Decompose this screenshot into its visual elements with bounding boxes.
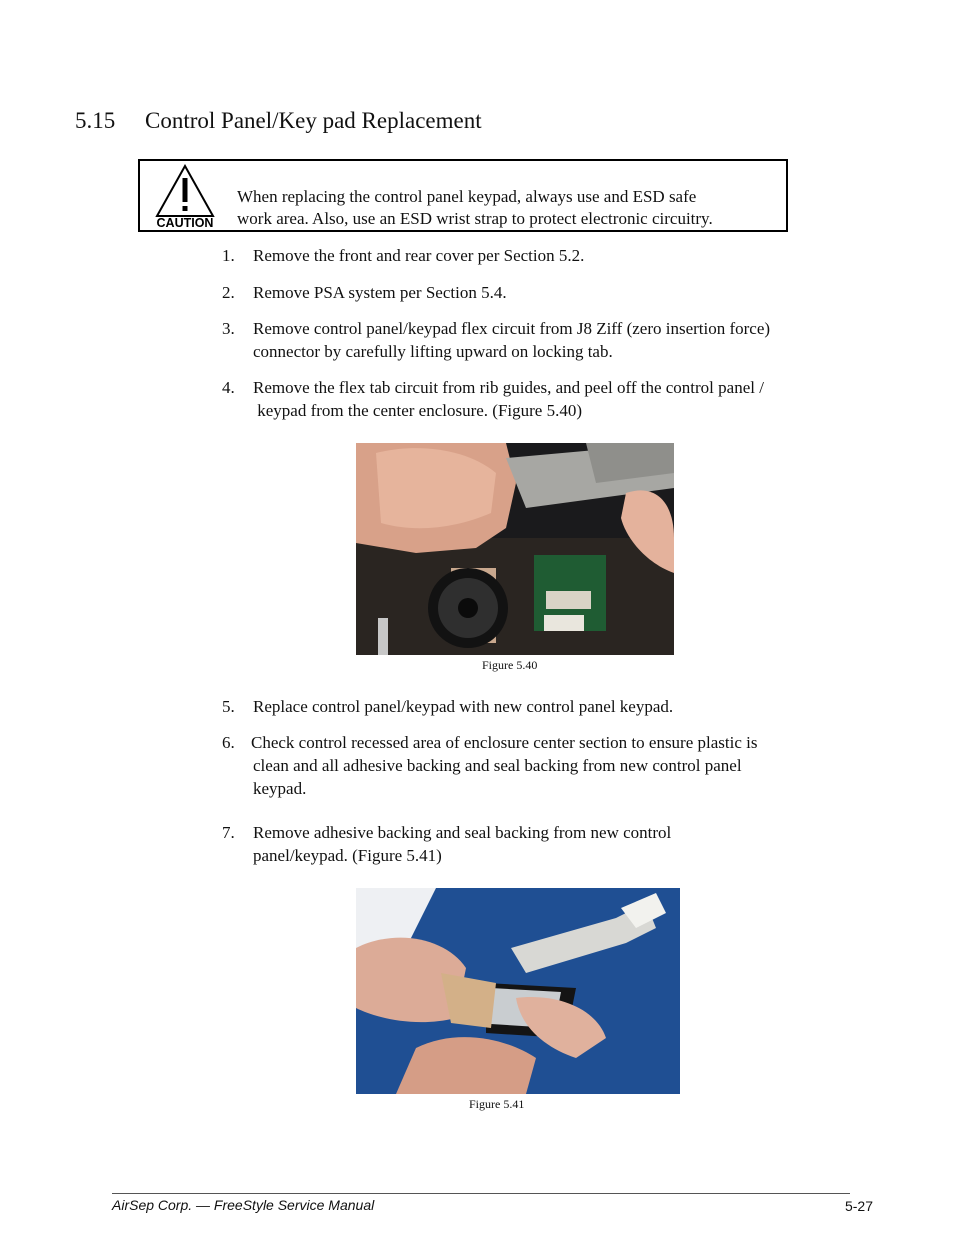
step-text: Replace control panel/keypad with new control panel keypad. xyxy=(253,697,674,716)
step-number: 5. xyxy=(222,697,235,716)
step-text: Check control recessed area of enclosure center section to ensure plastic is xyxy=(251,733,758,752)
step-text: connector by carefully lifting upward on locking tab. xyxy=(253,342,613,361)
page-number: 5-27 xyxy=(844,1198,873,1214)
caution-line-2: work area. Also, use an ESD wrist strap to protect electronic circuitry. xyxy=(237,209,713,228)
figure-5-40-caption: Figure 5.40 xyxy=(482,658,538,672)
caution-text xyxy=(237,186,713,230)
step-text: keypad from the center enclosure. (Figure 5.40) xyxy=(253,401,583,420)
section-title xyxy=(75,108,482,134)
step-text: clean and all adhesive backing and seal backing from new control panel xyxy=(253,756,742,775)
figure-5-41-caption: Figure 5.41 xyxy=(469,1097,525,1111)
section-number: 5.15 xyxy=(75,108,116,133)
section-heading: Control Panel/Key pad Replacement xyxy=(145,108,482,133)
step-number: 7. xyxy=(222,823,235,842)
step-text: Remove the flex tab circuit from rib guides, and peel off the control panel / xyxy=(253,378,764,397)
step-text: Remove PSA system per Section 5.4. xyxy=(253,283,507,302)
figure-5-41-photo xyxy=(356,888,680,1094)
step-number: 4. xyxy=(222,378,235,397)
step-text: Remove control panel/keypad flex circuit from J8 Ziff (zero insertion force) xyxy=(253,319,771,338)
figure-5-40-photo xyxy=(356,443,674,655)
caution-notice xyxy=(138,159,788,232)
step-text: keypad. xyxy=(253,779,307,798)
step-number: 1. xyxy=(222,246,235,265)
step-number: 6. xyxy=(222,733,235,752)
step-number: 2. xyxy=(222,283,235,302)
footer-divider xyxy=(112,1193,850,1194)
footer-manual-title: AirSep Corp. — FreeStyle Service Manual xyxy=(112,1197,375,1213)
caution-label: CAUTION xyxy=(156,216,214,230)
caution-line-1: When replacing the control panel keypad, always use and ESD safe xyxy=(237,187,697,206)
step-number: 3. xyxy=(222,319,235,338)
caution-warning-icon xyxy=(153,164,217,230)
step-text: panel/keypad. (Figure 5.41) xyxy=(253,846,442,865)
step-text: Remove the front and rear cover per Section 5.2. xyxy=(253,246,585,265)
step-text: Remove adhesive backing and seal backing from new control xyxy=(253,823,672,842)
